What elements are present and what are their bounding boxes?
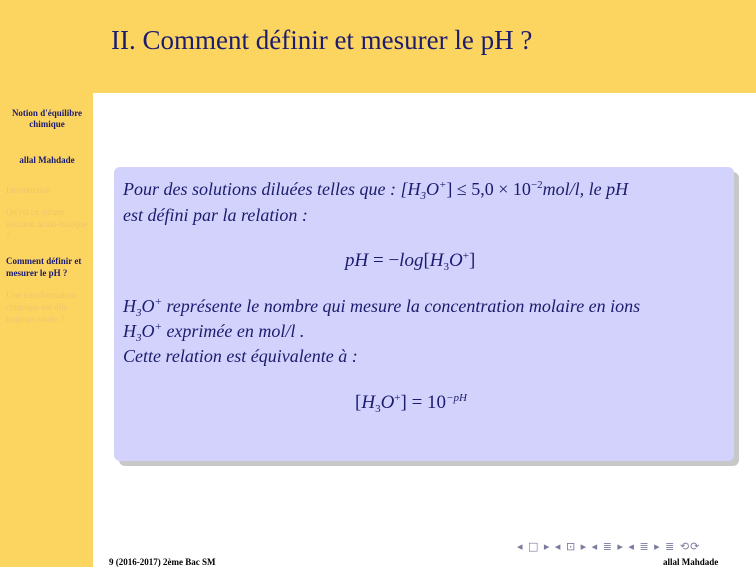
sidebar [0, 0, 93, 567]
slide-title: II. Comment définir et mesurer le pH ? [111, 25, 533, 55]
sidebar-author: allal Mahdade [19, 155, 75, 165]
footer-left: 9 (2016-2017) 2ème Bac SM [109, 557, 216, 567]
equation-ph: pH = $-\log[H_3O^+]$ [345, 250, 476, 273]
sidebar-item-ph[interactable]: Comment définir et mesurer le pH ? [6, 256, 82, 278]
beamer-navigation-controls[interactable]: ◂ □ ▸ ◂ ⊡ ▸ ◂ ≣ ▸ ◂ ≣ ▸ ≣ ⟲⟳ [517, 540, 701, 553]
text-line-4: $H_3O^+$ exprimée en mol/l . [123, 321, 305, 344]
text-line-5: Cette relation est équivalente à : [123, 346, 358, 366]
text-line-1: Pour des solutions diluées telles que : $[H_3O^+] \le 5,0 \times 10^{-2}mol/l$, le pH [123, 179, 629, 202]
equation-concentration: $[H_3O^+] = 10^{-pH}$ [355, 392, 467, 415]
sidebar-course-title: Notion d'équilibre chimique [11, 108, 83, 129]
text-line-2: est défini par la relation : [123, 205, 308, 225]
sidebar-item-transformation[interactable]: Une transformation chimique est-elle toujours totale ? [6, 290, 77, 324]
sidebar-item-acido-basique[interactable]: Qu'est ce qu'une réaction acido-basique ? [6, 207, 88, 241]
sidebar-item-introduction[interactable]: Introduction [6, 185, 51, 195]
text-line-3: $H_3O^+$ représente le nombre qui mesure la concentration molaire en ions [123, 296, 641, 319]
footer-author: allal Mahdade [663, 557, 719, 567]
